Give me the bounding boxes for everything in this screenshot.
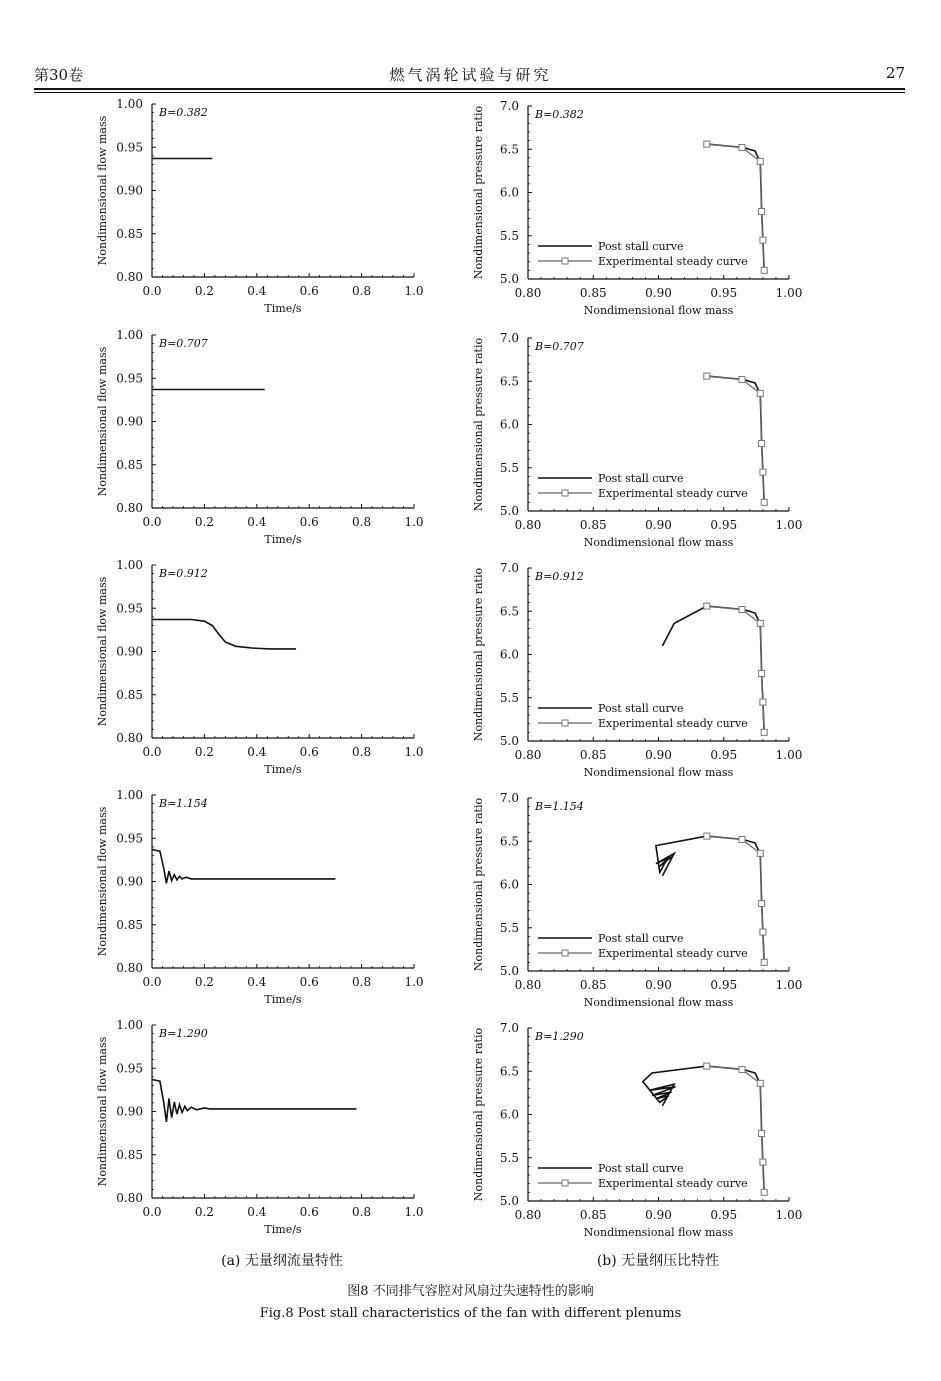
steady-curve-marker (759, 671, 765, 677)
steady-curve-marker (761, 267, 767, 273)
x-tick-label: 0.2 (194, 515, 214, 529)
x-axis-label: Time/s (264, 533, 302, 546)
x-tick-label: 0.95 (710, 1208, 738, 1222)
x-tick-label: 0.95 (710, 748, 738, 762)
steady-curve-marker (739, 145, 745, 151)
x-tick-label: 0.6 (299, 1205, 319, 1219)
y-tick-label: 0.80 (116, 731, 143, 745)
y-axis-label: Nondimensional flow mass (96, 806, 109, 957)
x-tick-label: 0.4 (247, 1205, 267, 1219)
x-tick-label: 0.90 (645, 518, 672, 532)
x-tick-label: 0.2 (194, 1205, 214, 1219)
y-tick-label: 7.0 (499, 561, 519, 575)
x-tick-label: 0.0 (142, 745, 162, 759)
x-tick-label: 0.80 (514, 978, 542, 992)
chart-a3 (96, 558, 424, 776)
y-tick-label: 7.0 (499, 331, 519, 345)
y-tick-label: 5.0 (499, 964, 519, 978)
legend-post-label: Post stall curve (598, 1162, 684, 1175)
legend-steady-marker (562, 720, 568, 726)
x-tick-label: 1.00 (775, 518, 803, 532)
steady-curve-marker (759, 901, 765, 907)
flow-mass-curve (152, 620, 296, 649)
legend-steady-marker (562, 1180, 568, 1186)
x-tick-label: 1.00 (775, 1208, 803, 1222)
x-tick-label: 0.8 (352, 284, 372, 298)
y-axis-label: Nondimensional pressure ratio (472, 1027, 485, 1202)
legend-steady-marker (562, 258, 568, 264)
y-tick-label: 0.80 (116, 270, 143, 284)
chart-a1 (96, 97, 424, 315)
journal-volume: 第30卷 (34, 66, 84, 84)
b-parameter-label: B=1.290 (159, 1027, 208, 1040)
y-axis-label: Nondimensional flow mass (96, 576, 109, 727)
chart-a4 (96, 788, 424, 1006)
post-stall-curve (707, 144, 764, 270)
x-tick-label: 0.95 (710, 518, 738, 532)
x-axis-label: Nondimensional flow mass (583, 996, 734, 1009)
y-tick-label: 0.85 (116, 917, 143, 932)
y-tick-label: 5.5 (499, 228, 519, 243)
x-tick-label: 0.90 (645, 286, 672, 300)
y-tick-label: 6.0 (499, 185, 519, 200)
y-tick-label: 0.90 (116, 183, 143, 198)
b-parameter-label: B=1.154 (159, 797, 208, 810)
chart-b2 (472, 331, 802, 549)
legend-steady-marker (562, 490, 568, 496)
y-tick-label: 7.0 (499, 1021, 519, 1035)
x-tick-label: 0.6 (299, 515, 319, 529)
legend-post-label: Post stall curve (598, 702, 684, 715)
steady-curve-line (707, 144, 764, 270)
steady-curve-line (707, 606, 764, 732)
x-tick-label: 0.4 (247, 284, 267, 298)
page-number: 27 (885, 64, 905, 82)
steady-curve-marker (704, 603, 710, 609)
y-tick-label: 0.90 (116, 874, 143, 889)
y-axis-label: Nondimensional pressure ratio (472, 105, 485, 280)
y-tick-label: 0.80 (116, 501, 143, 515)
b-parameter-label: B=0.707 (159, 337, 208, 350)
x-axis-label: Time/s (264, 1223, 302, 1236)
x-axis-label: Nondimensional flow mass (583, 1226, 734, 1239)
steady-curve-marker (759, 1131, 765, 1137)
x-tick-label: 0.85 (579, 748, 607, 762)
subcaption-b: (b) 无量纲压比特性 (596, 1253, 720, 1269)
y-axis-label: Nondimensional pressure ratio (472, 567, 485, 742)
steady-curve-marker (757, 850, 763, 856)
x-tick-label: 0.0 (142, 1205, 162, 1219)
post-stall-curve (707, 376, 764, 502)
y-tick-label: 0.85 (116, 457, 143, 472)
steady-curve-marker (760, 469, 766, 475)
flow-mass-curve (152, 850, 335, 884)
x-tick-label: 0.2 (194, 745, 214, 759)
y-tick-label: 0.95 (116, 831, 143, 846)
steady-curve-marker (757, 158, 763, 164)
chart-a2 (96, 328, 424, 546)
x-tick-label: 0.8 (352, 745, 372, 759)
steady-curve-marker (759, 441, 765, 447)
steady-curve-marker (757, 620, 763, 626)
y-tick-label: 6.5 (499, 374, 519, 389)
steady-curve-marker (761, 729, 767, 735)
x-tick-label: 0.90 (645, 978, 672, 992)
steady-curve-marker (760, 929, 766, 935)
x-tick-label: 1.0 (404, 284, 424, 298)
chart-b3 (472, 561, 802, 779)
y-tick-label: 0.80 (116, 961, 143, 975)
steady-curve-marker (739, 837, 745, 843)
y-axis-label: Nondimensional pressure ratio (472, 337, 485, 512)
b-parameter-label: B=0.912 (535, 570, 584, 583)
x-tick-label: 0.80 (514, 1208, 542, 1222)
x-tick-label: 0.6 (299, 284, 319, 298)
x-tick-label: 0.4 (247, 975, 267, 989)
y-tick-label: 5.0 (499, 272, 519, 286)
steady-curve-marker (760, 699, 766, 705)
y-tick-label: 0.90 (116, 1104, 143, 1119)
x-tick-label: 0.8 (352, 975, 372, 989)
flow-mass-curve (152, 1080, 356, 1122)
y-tick-label: 1.00 (116, 328, 143, 342)
steady-curve-marker (704, 373, 710, 379)
x-tick-label: 0.95 (710, 286, 738, 300)
chart-a5 (96, 1018, 424, 1236)
y-tick-label: 1.00 (116, 97, 143, 111)
legend-post-label: Post stall curve (598, 240, 684, 253)
x-axis-label: Time/s (264, 302, 302, 315)
y-axis-label: Nondimensional flow mass (96, 115, 109, 266)
x-tick-label: 0.4 (247, 745, 267, 759)
x-tick-label: 0.8 (352, 1205, 372, 1219)
x-tick-label: 1.00 (775, 748, 803, 762)
steady-curve-marker (739, 377, 745, 383)
y-tick-label: 5.0 (499, 734, 519, 748)
y-axis-label: Nondimensional flow mass (96, 1036, 109, 1187)
y-tick-label: 6.5 (499, 834, 519, 849)
y-tick-label: 0.80 (116, 1191, 143, 1205)
y-tick-label: 5.5 (499, 1150, 519, 1165)
x-tick-label: 0.80 (514, 748, 542, 762)
steady-curve-marker (760, 1159, 766, 1165)
b-parameter-label: B=0.382 (535, 108, 584, 121)
x-axis-label: Nondimensional flow mass (583, 304, 734, 317)
steady-curve-marker (704, 141, 710, 147)
x-tick-label: 0.95 (710, 978, 738, 992)
x-tick-label: 0.80 (514, 518, 542, 532)
x-tick-label: 1.0 (404, 975, 424, 989)
steady-curve-marker (739, 607, 745, 613)
b-parameter-label: B=1.154 (535, 800, 584, 813)
x-tick-label: 1.0 (404, 745, 424, 759)
y-axis-label: Nondimensional flow mass (96, 346, 109, 497)
y-tick-label: 6.5 (499, 604, 519, 619)
x-tick-label: 0.2 (194, 975, 214, 989)
x-tick-label: 1.0 (404, 1205, 424, 1219)
x-tick-label: 0.85 (579, 518, 607, 532)
steady-curve-marker (757, 1080, 763, 1086)
chart-b4 (472, 791, 802, 1009)
y-tick-label: 5.0 (499, 504, 519, 518)
x-tick-label: 0.90 (645, 1208, 672, 1222)
b-parameter-label: B=0.707 (535, 340, 584, 353)
legend-steady-label: Experimental steady curve (598, 487, 748, 500)
x-axis-label: Nondimensional flow mass (583, 536, 734, 549)
legend-steady-marker (562, 950, 568, 956)
steady-curve-marker (704, 1063, 710, 1069)
x-tick-label: 1.00 (775, 978, 803, 992)
y-tick-label: 6.5 (499, 1064, 519, 1079)
y-tick-label: 6.5 (499, 142, 519, 157)
figure-caption-en: Fig.8 Post stall characteristics of the fan with different plenums (259, 1306, 682, 1321)
y-tick-label: 0.85 (116, 226, 143, 241)
y-tick-label: 6.0 (499, 417, 519, 432)
steady-curve-marker (704, 833, 710, 839)
x-tick-label: 0.80 (514, 286, 542, 300)
y-axis-label: Nondimensional pressure ratio (472, 797, 485, 972)
y-tick-label: 5.0 (499, 1194, 519, 1208)
y-tick-label: 5.5 (499, 920, 519, 935)
b-parameter-label: B=1.290 (535, 1030, 584, 1043)
legend-post-label: Post stall curve (598, 932, 684, 945)
b-parameter-label: B=0.382 (159, 106, 208, 119)
steady-curve-marker (761, 1189, 767, 1195)
legend-steady-label: Experimental steady curve (598, 1177, 748, 1190)
y-tick-label: 0.85 (116, 687, 143, 702)
x-axis-label: Time/s (264, 993, 302, 1006)
x-tick-label: 1.0 (404, 515, 424, 529)
x-tick-label: 0.85 (579, 286, 607, 300)
y-tick-label: 0.90 (116, 414, 143, 429)
y-tick-label: 7.0 (499, 99, 519, 113)
steady-curve-marker (739, 1067, 745, 1073)
y-tick-label: 0.95 (116, 140, 143, 155)
steady-curve-line (707, 1066, 764, 1192)
chart-b5 (472, 1021, 802, 1239)
steady-curve-marker (761, 499, 767, 505)
y-tick-label: 0.95 (116, 1061, 143, 1076)
steady-curve-line (707, 376, 764, 502)
x-axis-label: Nondimensional flow mass (583, 766, 734, 779)
x-tick-label: 0.85 (579, 978, 607, 992)
y-tick-label: 6.0 (499, 877, 519, 892)
legend-post-label: Post stall curve (598, 472, 684, 485)
x-tick-label: 0.0 (142, 975, 162, 989)
y-tick-label: 6.0 (499, 647, 519, 662)
legend-steady-label: Experimental steady curve (598, 717, 748, 730)
x-tick-label: 0.90 (645, 748, 672, 762)
y-tick-label: 7.0 (499, 791, 519, 805)
y-tick-label: 1.00 (116, 788, 143, 802)
y-tick-label: 1.00 (116, 558, 143, 572)
x-tick-label: 0.6 (299, 745, 319, 759)
steady-curve-marker (757, 390, 763, 396)
x-tick-label: 0.6 (299, 975, 319, 989)
y-tick-label: 0.85 (116, 1147, 143, 1162)
y-tick-label: 0.90 (116, 644, 143, 659)
figure-caption-cn: 图8 不同排气容腔对风扇过失速特性的影响 (347, 1284, 594, 1299)
x-tick-label: 0.0 (142, 515, 162, 529)
steady-curve-marker (761, 959, 767, 965)
x-axis-label: Time/s (264, 763, 302, 776)
x-tick-label: 0.4 (247, 515, 267, 529)
steady-curve-marker (760, 237, 766, 243)
legend-steady-label: Experimental steady curve (598, 947, 748, 960)
journal-title: 燃气涡轮试验与研究 (389, 66, 552, 84)
x-tick-label: 0.85 (579, 1208, 607, 1222)
chart-b1 (472, 99, 802, 317)
y-tick-label: 0.95 (116, 601, 143, 616)
x-tick-label: 0.0 (142, 284, 162, 298)
y-tick-label: 6.0 (499, 1107, 519, 1122)
x-tick-label: 0.8 (352, 515, 372, 529)
y-tick-label: 0.95 (116, 371, 143, 386)
y-tick-label: 5.5 (499, 460, 519, 475)
y-tick-label: 1.00 (116, 1018, 143, 1032)
y-tick-label: 5.5 (499, 690, 519, 705)
steady-curve-line (707, 836, 764, 962)
subcaption-a: (a) 无量纲流量特性 (221, 1253, 343, 1269)
legend-steady-label: Experimental steady curve (598, 255, 748, 268)
x-tick-label: 1.00 (775, 286, 803, 300)
steady-curve-marker (759, 209, 765, 215)
x-tick-label: 0.2 (194, 284, 214, 298)
b-parameter-label: B=0.912 (159, 567, 208, 580)
